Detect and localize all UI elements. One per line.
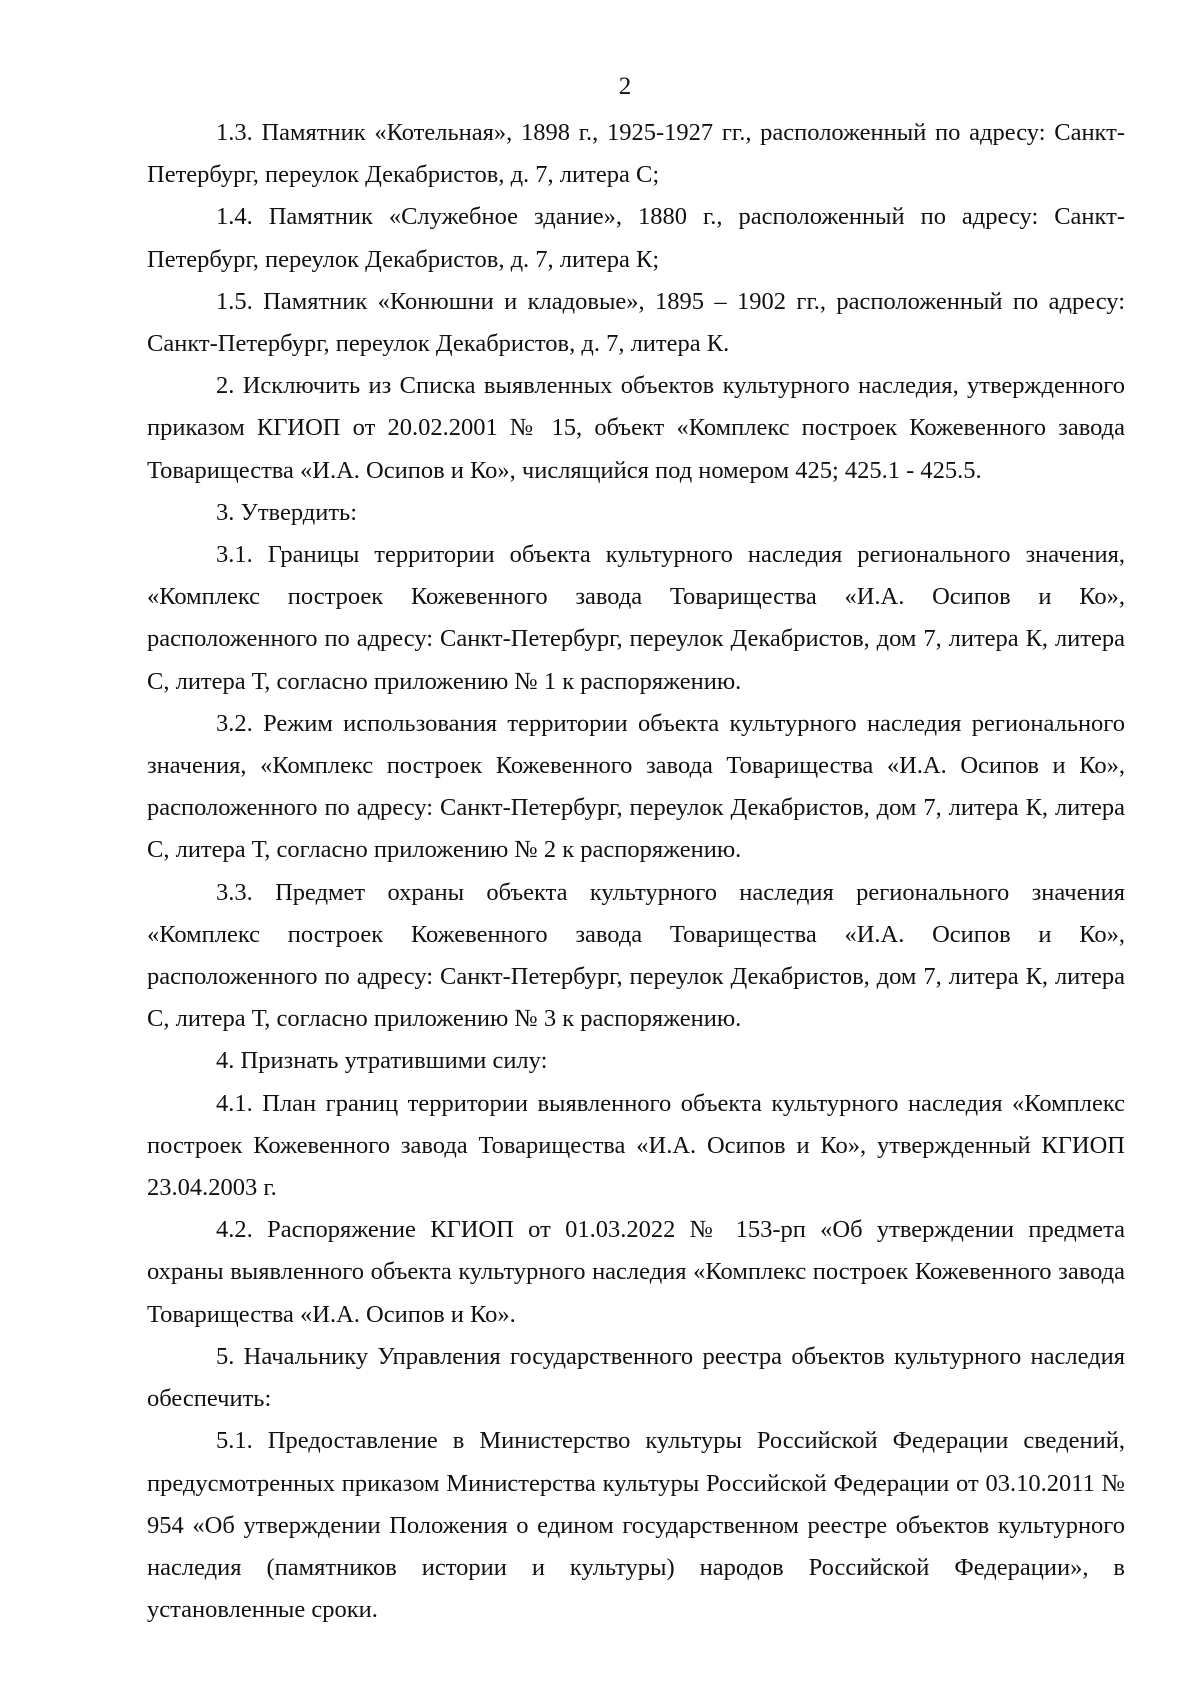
page-number: 2 <box>618 73 632 100</box>
paragraph-4-2: 4.2. Распоряжение КГИОП от 01.03.2022 № 153-рп «Об утверждении предмета охраны выявленного объекта культурного наследия «Комплекс построек Кожевенного завода Товарищества «И.А. Осипов и Ко». <box>147 1216 1125 1328</box>
paragraph-4: 4. Признать утратившими силу: <box>216 1047 548 1075</box>
paragraph-3-2: 3.2. Режим использования территории объекта культурного наследия регионального значения, «Комплекс построек Кожевенного завода Товарищества «И.А. Осипов и Ко», расположенного по адресу: Санкт-Петербург, переулок Декабристов, дом 7, литера К, литера С, литера Т, согласно приложению № 2 к распоряжению. <box>147 709 1125 864</box>
paragraph-5: 5. Начальнику Управления государственного реестра объектов культурного наследия обеспечить: <box>147 1342 1125 1413</box>
paragraph-1-3: 1.3. Памятник «Котельная», 1898 г., 1925-1927 гг., расположенный по адресу: Санкт-Петербург, переулок Декабристов, д. 7, литера С; <box>147 119 1125 189</box>
document-body <box>147 112 1125 1631</box>
paragraph-3: 3. Утвердить: <box>216 498 358 526</box>
paragraph-3-1: 3.1. Границы территории объекта культурного наследия регионального значения, «Комплекс построек Кожевенного завода Товарищества «И.А. Осипов и Ко», расположенного по адресу: Санкт-Петербург, переулок Декабристов, дом 7, литера К, литера С, литера Т, согласно приложению № 1 к распоряжению. <box>147 541 1125 695</box>
paragraph-1-5: 1.5. Памятник «Конюшни и кладовые», 1895 – 1902 гг., расположенный по адресу: Санкт-Петербург, переулок Декабристов, д. 7, литера К. <box>147 287 1125 358</box>
paragraph-3-3: 3.3. Предмет охраны объекта культурного наследия регионального значения «Комплекс построек Кожевенного завода Товарищества «И.А. Осипов и Ко», расположенного по адресу: Санкт-Петербург, переулок Декабристов, дом 7, литера К, литера С, литера Т, согласно приложению № 3 к распоряжению. <box>147 878 1125 1033</box>
paragraph-4-1: 4.1. План границ территории выявленного объекта культурного наследия «Комплекс построек Кожевенного завода Товарищества «И.А. Осипов и Ко», утвержденный КГИОП 23.04.2003 г. <box>147 1089 1125 1202</box>
paragraph-2: 2. Исключить из Списка выявленных объектов культурного наследия, утвержденного приказом КГИОП от 20.02.2001 № 15, объект «Комплекс построек Кожевенного завода Товарищества «И.А. Осипов и Ко», числящийся под номером 425; 425.1 - 425.5. <box>147 372 1125 484</box>
paragraph-5-1: 5.1. Предоставление в Министерство культуры Российской Федерации сведений, предусмотренных приказом Министерства культуры Российской Федерации от 03.10.2011 № 954 «Об утверждении Положения о едином государственном реестре объектов культурного наследия (памятников истории и культуры) народов Российской Федерации», в установленные сроки. <box>147 1427 1125 1624</box>
paragraph-1-4: 1.4. Памятник «Служебное здание», 1880 г., расположенный по адресу: Санкт-Петербург, переулок Декабристов, д. 7, литера К; <box>147 203 1125 273</box>
